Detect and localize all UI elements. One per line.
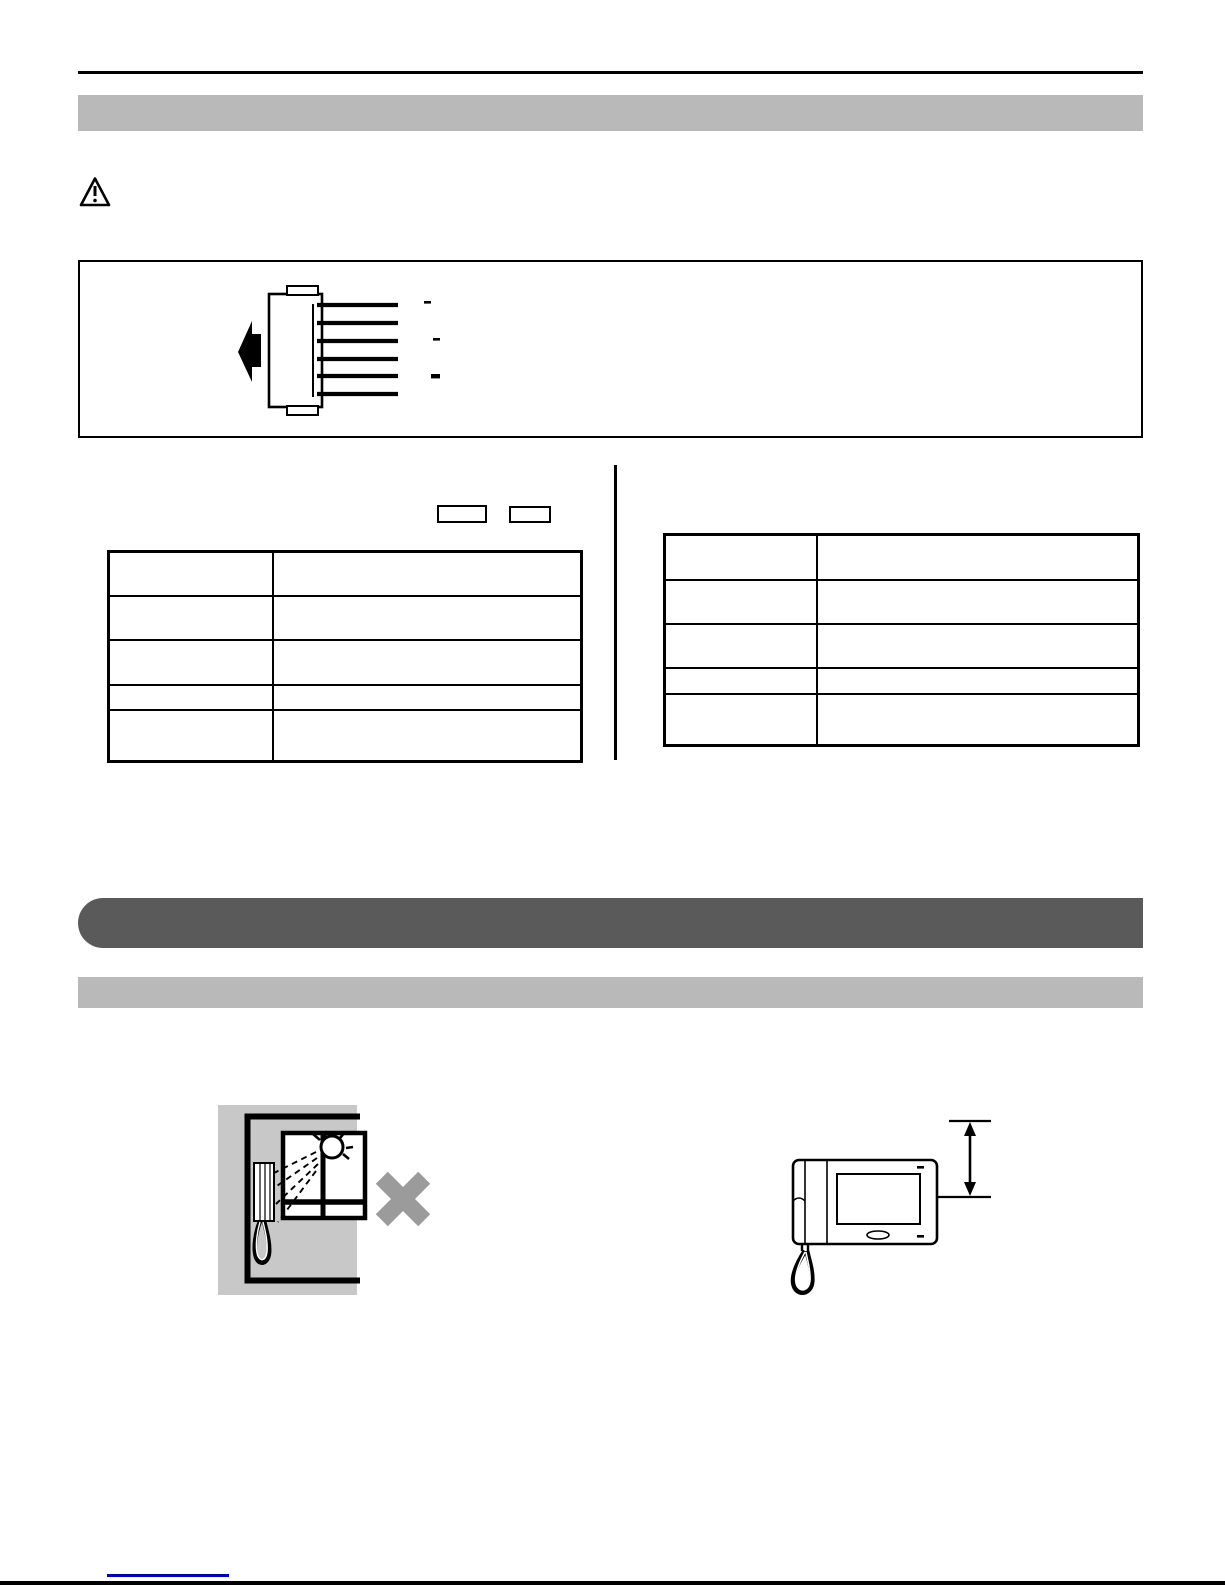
height-dimension-arrow	[938, 1121, 991, 1197]
monitor-cord	[793, 1244, 812, 1293]
table-row	[666, 581, 1137, 625]
connector-diagram	[227, 280, 477, 420]
table-cell	[818, 695, 1137, 744]
table-cell	[274, 641, 580, 684]
table-cell	[110, 641, 274, 684]
table-cell	[666, 669, 818, 693]
table-cell	[274, 686, 580, 709]
table-row	[666, 669, 1137, 695]
table-cell	[666, 695, 818, 744]
table-row	[666, 625, 1137, 669]
wires	[317, 305, 398, 394]
legend-box	[509, 506, 551, 523]
table-cell	[818, 625, 1137, 667]
sunlight-warning-illustration	[215, 1100, 437, 1300]
speaker-slot	[867, 1231, 889, 1239]
sun-icon	[321, 1136, 343, 1158]
table-cell	[110, 553, 274, 595]
table-cell	[274, 553, 580, 595]
table-row	[110, 553, 580, 597]
wiring-diagram-box	[78, 260, 1143, 438]
section-title-band	[78, 898, 1143, 948]
table-cell	[110, 686, 274, 709]
table-cell	[110, 597, 274, 639]
warning-triangle-icon	[79, 176, 111, 208]
heading-band	[78, 95, 1143, 131]
table-cell	[274, 711, 580, 760]
prohibited-cross-icon	[376, 1172, 430, 1226]
table-cell	[274, 597, 580, 639]
table-row	[110, 711, 580, 760]
monitor-mounting-illustration	[780, 1105, 1010, 1300]
monitor-screen	[837, 1174, 920, 1224]
table-row	[110, 597, 580, 641]
table-row	[666, 536, 1137, 581]
table-row	[110, 641, 580, 686]
column-divider	[614, 465, 617, 760]
subsection-band	[78, 977, 1143, 1008]
table-cell	[818, 669, 1137, 693]
spec-table-right	[663, 533, 1140, 747]
table-cell	[666, 625, 818, 667]
legend-box	[437, 505, 487, 523]
spec-table-left	[107, 550, 583, 763]
table-row	[666, 695, 1137, 744]
bottom-rule	[0, 1581, 1225, 1585]
table-cell	[818, 536, 1137, 579]
table-cell	[666, 536, 818, 579]
left-arrow-icon	[238, 321, 261, 382]
table-cell	[666, 581, 818, 623]
footer-link[interactable]	[107, 1574, 229, 1577]
table-cell	[818, 581, 1137, 623]
top-rule	[78, 71, 1143, 74]
table-row	[110, 686, 580, 711]
table-cell	[110, 711, 274, 760]
polarity-dashes	[424, 301, 440, 378]
